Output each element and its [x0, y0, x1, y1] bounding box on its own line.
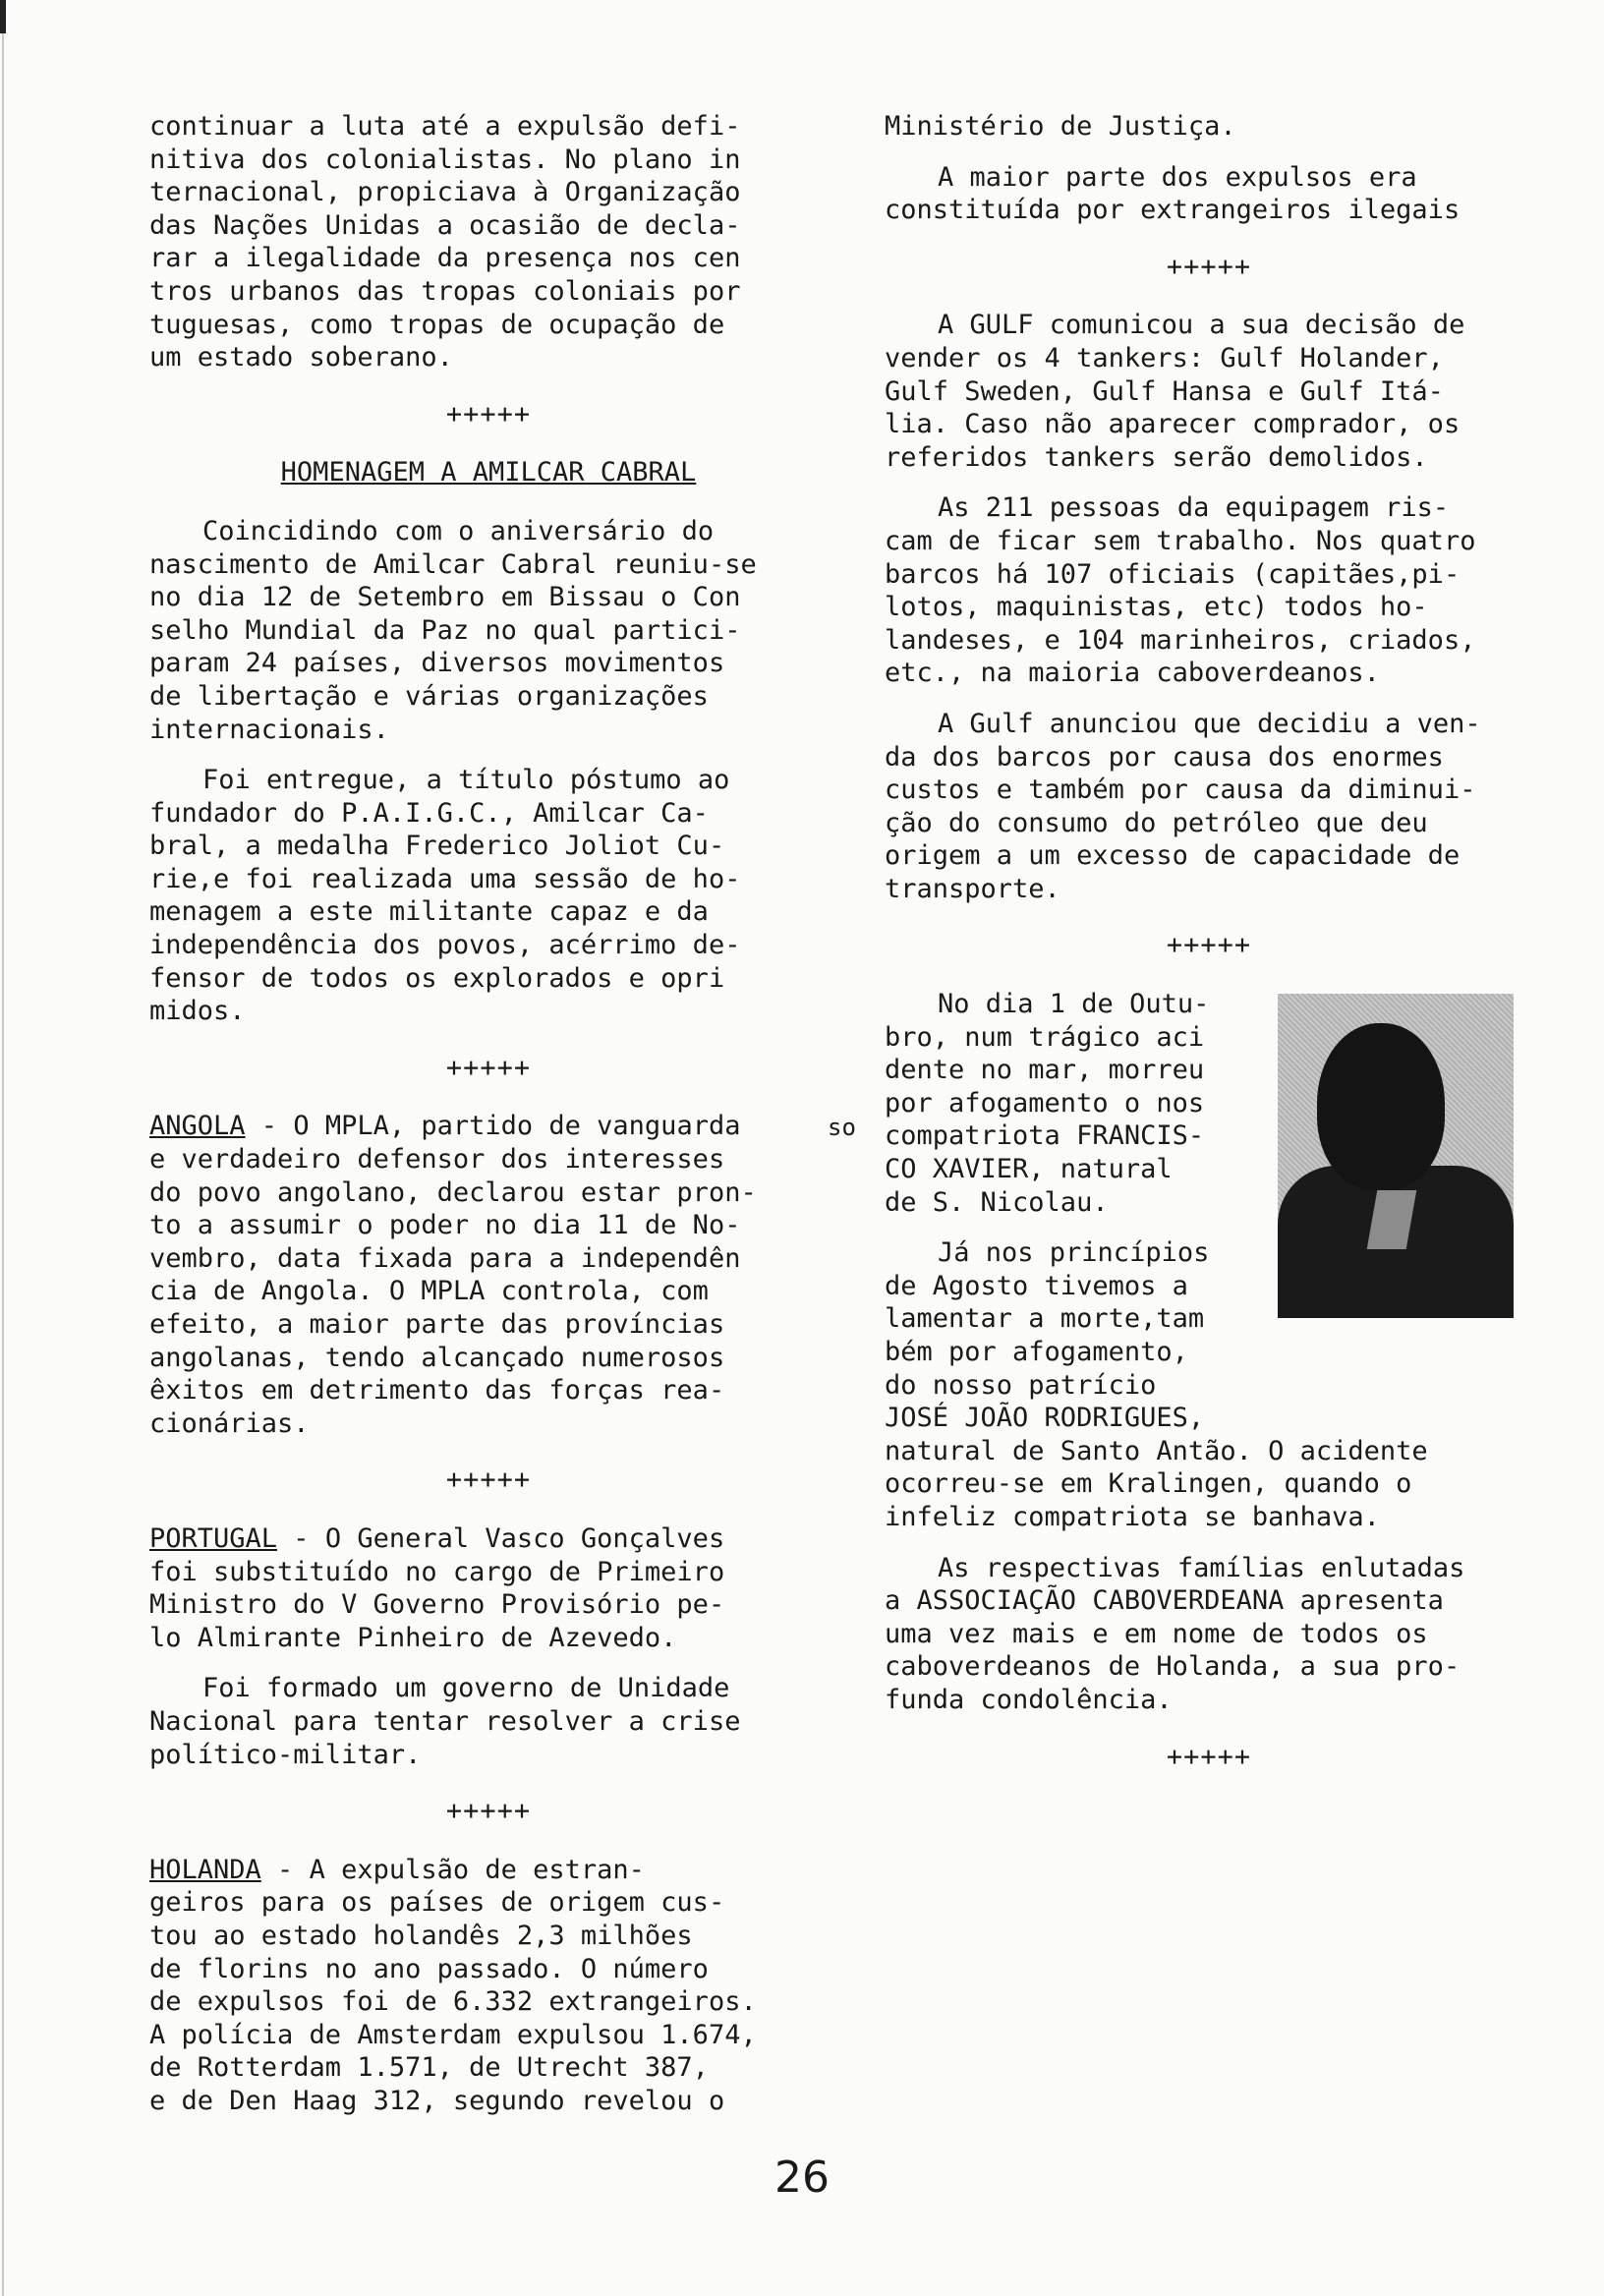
- portrait-head: [1317, 1023, 1445, 1190]
- obituary-block: [885, 988, 1533, 1534]
- paragraph-gulf-3: A Gulf anunciou que decidiu a ven- da dos barcos por causa dos enormes custos e também por causa da diminui- ção do consumo do petróleo que deu origem a um excesso de capacidade de transporte.: [885, 708, 1481, 904]
- paragraph-ministerio: Ministério de Justiça.: [885, 111, 1236, 142]
- paragraph-gulf-1: A GULF comunicou a sua decisão de vender os 4 tankers: Gulf Holander, Gulf Sweden, Gulf Hansa e Gulf Itá- lia. Caso não aparecer comprador, os referidos tankers serão demolidos.: [885, 310, 1465, 473]
- paragraph-portugal-2: Foi formado um governo de Unidade Nacional para tentar resolver a crise político-militar.: [149, 1673, 741, 1770]
- paragraph-angola: [149, 1110, 828, 1440]
- paragraph-obituary-1: No dia 1 de Outu- bro, num trágico aci dente no mar, morreu por afogamento o nos compatriota FRANCIS- CO XAVIER, natural de S. Nicolau.: [885, 989, 1210, 1218]
- left-column: [149, 110, 828, 2135]
- paragraph-expulsos: A maior parte dos expulsos era constituída por extrangeiros ilegais: [885, 161, 1461, 226]
- separator: +++++: [445, 1796, 532, 1827]
- right-column: [885, 110, 1533, 1799]
- portrait-photo: [1278, 994, 1514, 1318]
- label-holanda: HOLANDA: [149, 1854, 261, 1885]
- text-holanda: - A expulsão de estran- geiros para os países de origem cus- tou ao estado holandês 2,3 milhões de florins no ano passado. O número de expulsos foi de 6.332 extrangeiros. A polícia de Amsterdam expulsou 1.674, de Rotterdam 1.571, de Utrecht 387, e de Den Haag 312, segundo revelou o: [149, 1854, 757, 2116]
- text-angola: - O MPLA, partido de vanguarda e verdadeiro defensor dos interesses do povo angolano, declarou estar pron- to a assumir o poder no dia 11 de No- vembro, data fixada para a independên cia de Angola. O MPLA controla, com efeito, a maior parte das províncias angolanas, tendo alcançado numerosos êxitos em detrimento das forças rea- cionárias.: [149, 1111, 757, 1439]
- paragraph-portugal: [149, 1522, 828, 1654]
- paragraph-homenagem-1: Coincidindo com o aniversário do nascimento de Amilcar Cabral reuniu-se no dia 12 de Setembro em Bissau o Con selho Mundial da Paz no qual partici- param 24 países, diversos movimentos de libertação e várias organizações internacionais.: [149, 515, 757, 745]
- separator: +++++: [445, 1464, 532, 1496]
- paragraph-holanda: [149, 1854, 828, 2118]
- separator: +++++: [445, 398, 532, 430]
- paragraph-condolences: As respectivas famílias enlutadas a ASSOCIAÇÃO CABOVERDEANA apresenta uma vez mais e em nome de todos os caboverdeanos de Holanda, a sua pro- funda condolência.: [885, 1552, 1465, 1715]
- text-portugal: - O General Vasco Gonçalves foi substituído no cargo de Primeiro Ministro do V Governo Provisório pe- lo Almirante Pinheiro de Azevedo.: [149, 1522, 725, 1653]
- separator: +++++: [1166, 251, 1252, 282]
- page-number: 26: [774, 2152, 830, 2203]
- margin-note: so: [828, 1114, 856, 1141]
- paragraph-intro: continuar a luta até a expulsão defi- nitiva dos colonialistas. No plano in ternacional, propiciava à Organização das Nações Unidas a ocasião de decla- rar a ilegalidade da presença nos cen tros urbanos das tropas coloniais por tuguesas, como tropas de ocupação de um estado soberano.: [149, 111, 741, 373]
- corner-mark: [0, 0, 6, 33]
- separator: +++++: [1166, 930, 1252, 961]
- separator: +++++: [445, 1052, 532, 1083]
- paragraph-obituary-2: Já nos princípios de Agosto tivemos a lamentar a morte,tam bém por afogamento, do nosso patrício JOSÉ JOÃO RODRIGUES,: [885, 1237, 1210, 1434]
- separator: +++++: [1166, 1741, 1252, 1772]
- page-edge-line: [2, 0, 4, 2296]
- label-angola: ANGOLA: [149, 1111, 246, 1142]
- paragraph-obituary-2-cont: natural de Santo Antão. O acidente ocorreu-se em Kralingen, quando o infeliz compatriota se banhava.: [885, 1435, 1428, 1532]
- label-portugal: PORTUGAL: [149, 1522, 278, 1554]
- heading-homenagem: HOMENAGEM A AMILCAR CABRAL: [280, 457, 697, 488]
- paragraph-homenagem-2: Foi entregue, a título póstumo ao fundador do P.A.I.G.C., Amilcar Ca- bral, a medalha Frederico Joliot Cu- rie,e foi realizada uma sessão de ho- menagem a este militante capaz e da independência dos povos, acérrimo de- fensor de todos os explorados e opri midos.: [149, 765, 741, 1027]
- paragraph-gulf-2: As 211 pessoas da equipagem ris- cam de ficar sem trabalho. Nos quatro barcos há 107 oficiais (capitães,pi- lotos, maquinistas, etc) todos ho- landeses, e 104 marinheiros, criados, etc., na maioria caboverdeanos.: [885, 492, 1476, 689]
